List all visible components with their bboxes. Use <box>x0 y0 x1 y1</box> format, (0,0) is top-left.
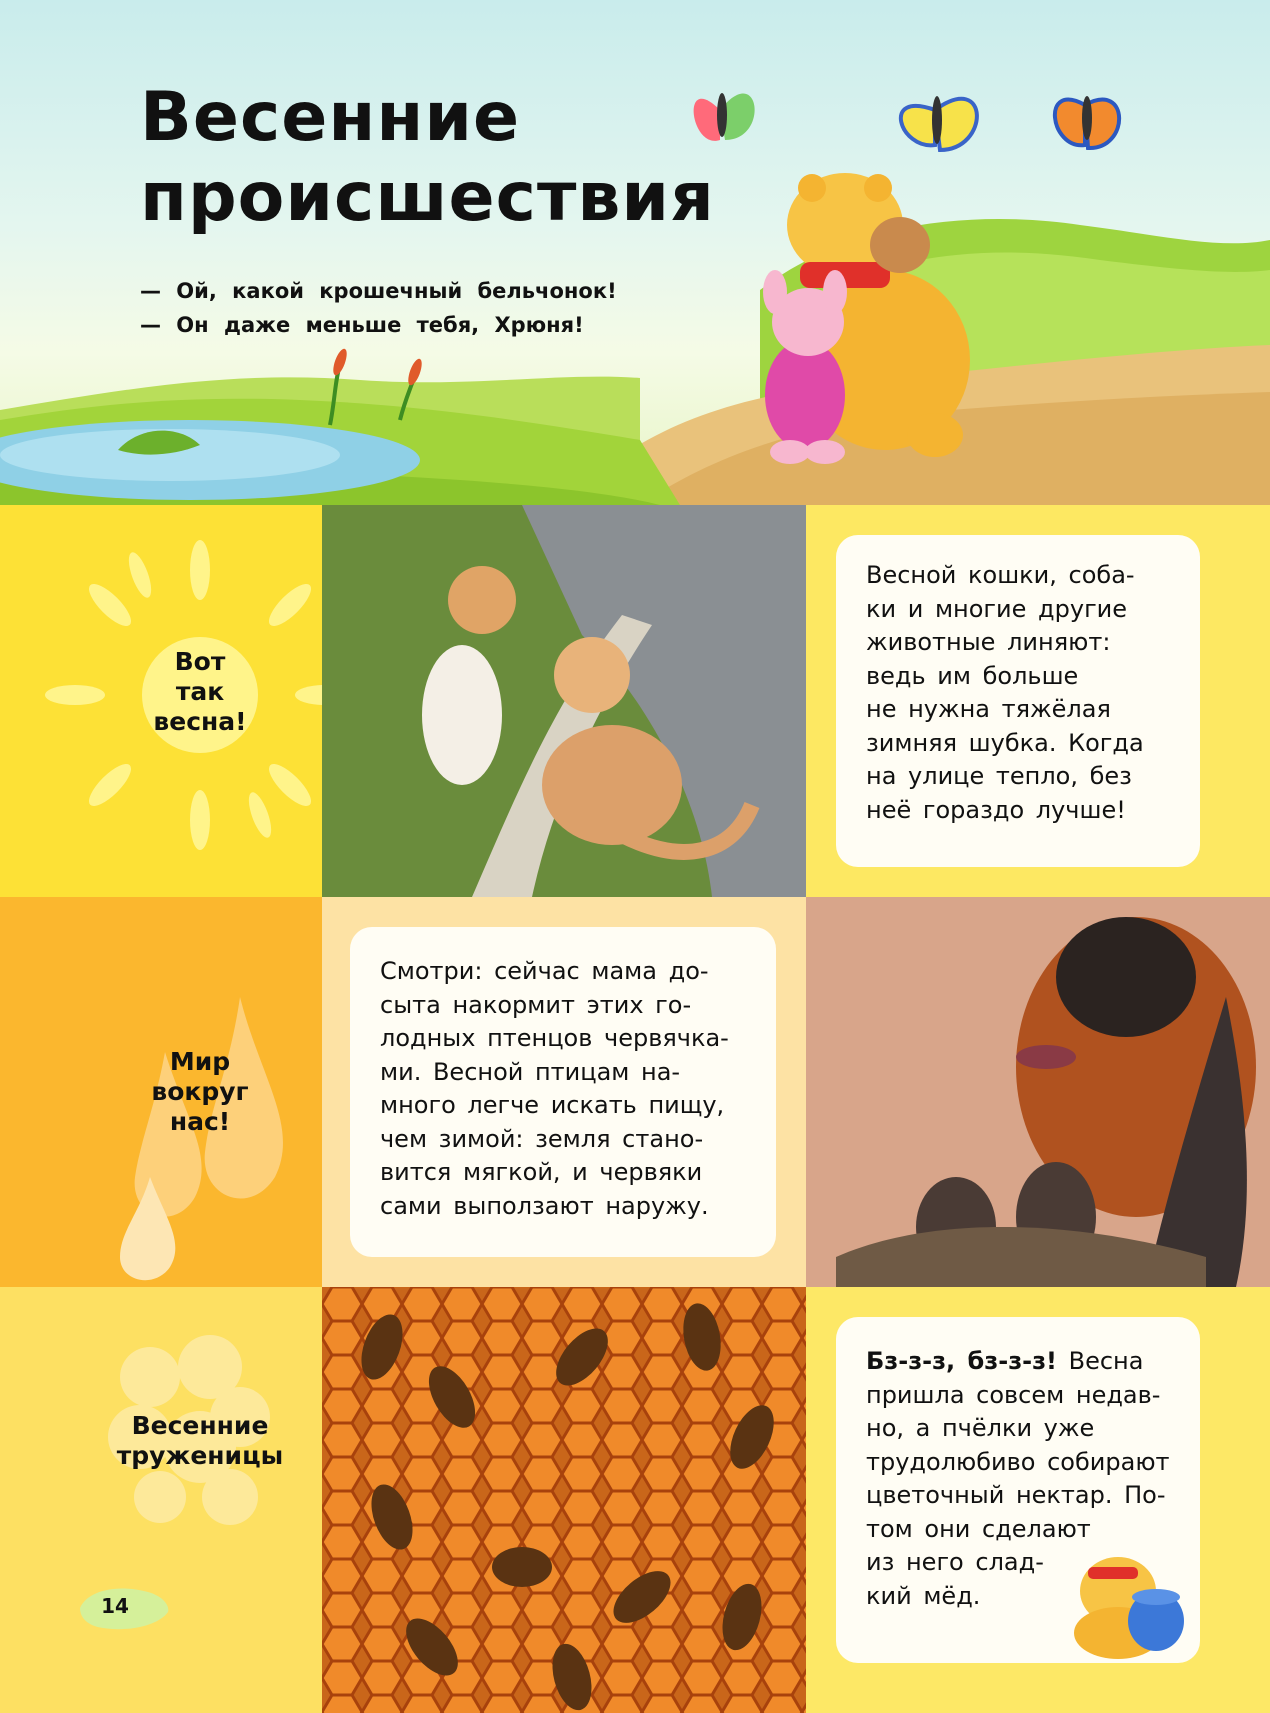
row2-label: Мир вокруг нас! <box>151 1047 249 1136</box>
row3-text-bold: Бз-з-з, бз-з-з! <box>866 1347 1057 1375</box>
meadow-scene <box>0 0 1270 505</box>
page-number: 14 <box>101 1594 129 1618</box>
row1-text-box <box>836 535 1200 867</box>
row1-text-cell <box>806 505 1270 897</box>
title-line-2: происшествия <box>140 158 715 237</box>
row3-label: Весенние труженицы <box>116 1411 284 1470</box>
row3-text-cell <box>806 1287 1270 1713</box>
row2-text-box <box>350 927 776 1257</box>
dialogue-line-1: — Ой, какой крошечный бельчонок! <box>140 279 617 303</box>
bees-honeycomb-photo <box>322 1287 806 1713</box>
row2-text-cell <box>322 897 806 1287</box>
dialogue <box>140 274 617 342</box>
row1-text: Весной кошки, соба- ки и многие другие животные линяют: ведь им больше не нужна тяжёлая зимняя шубка. Когда на улице тепло, без неё гораздо лучше! <box>866 561 1144 824</box>
row3-text: Бз-з-з, бз-з-з! Весна пришла совсем недав- но, а пчёлки уже трудолюбиво собирают цветочный нектар. По- том они сделают из него слад- кий мёд. <box>866 1347 1170 1610</box>
dialogue-line-2: — Он даже меньше тебя, Хрюня! <box>140 313 584 337</box>
robin-nest-photo <box>806 897 1270 1287</box>
row1-label: Вот так весна! <box>153 647 247 736</box>
title-line-1: Весенние <box>140 78 521 157</box>
cats-photo <box>322 505 806 897</box>
row3-label-cell <box>0 1287 322 1713</box>
pooh-honey-pot-illustration <box>1068 1541 1198 1661</box>
butterfly-icon <box>1055 96 1119 148</box>
flower-icon <box>0 1287 322 1713</box>
row1-label-cell <box>0 505 322 897</box>
page-number-badge <box>78 1582 166 1630</box>
butterfly-icon <box>901 96 977 150</box>
row2-label-cell <box>0 897 322 1287</box>
row2-text: Смотри: сейчас мама до- сыта накормит этих го- лодных птенцов червячка- ми. Весной птицам на- много легче искать пищу, чем зимой: земля стано- вится мягкой, и червяки сами выползают наружу. <box>380 957 729 1220</box>
header-illustration <box>0 0 1270 505</box>
page-title <box>140 78 715 238</box>
